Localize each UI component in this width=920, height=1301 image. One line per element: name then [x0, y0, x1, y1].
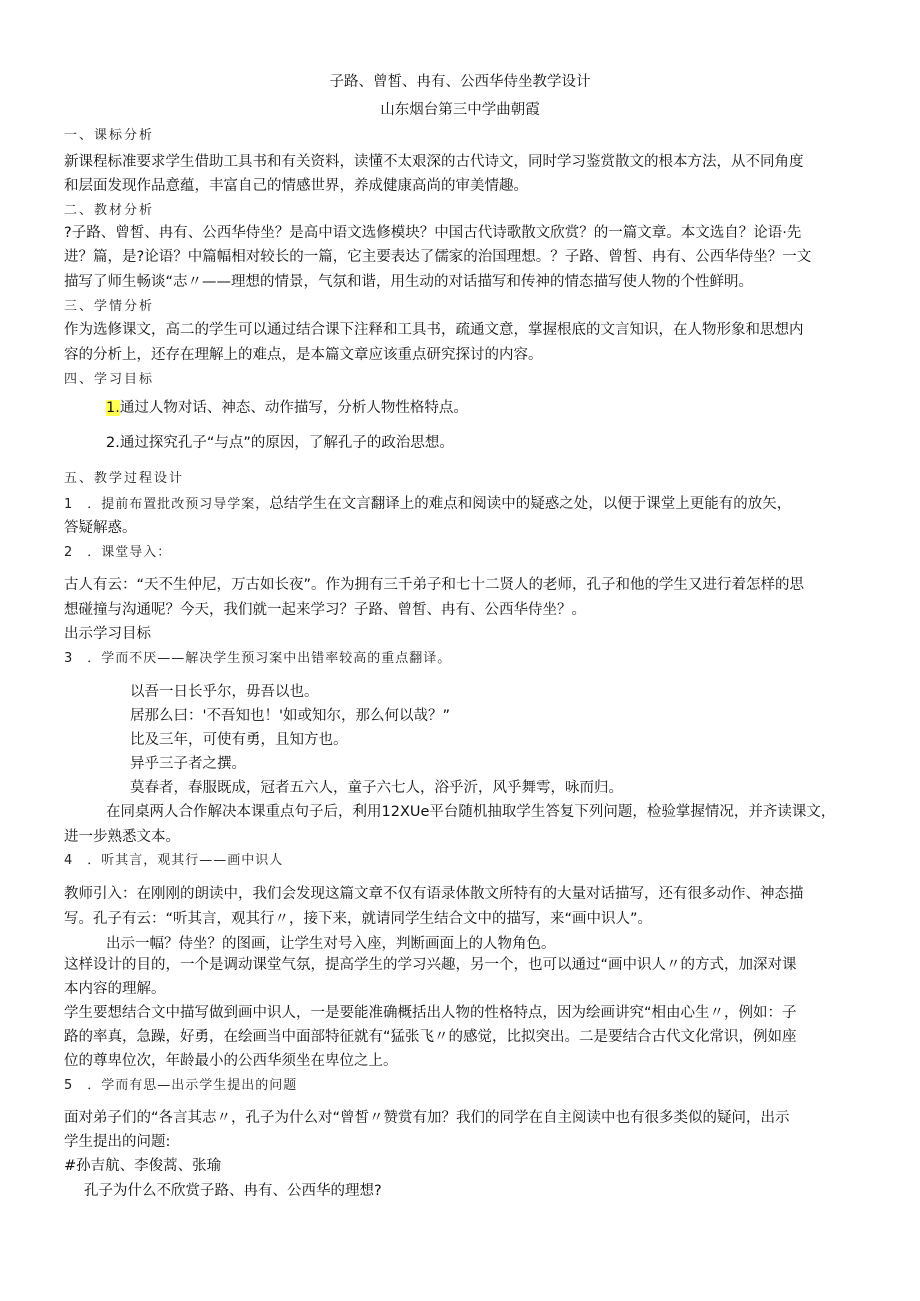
- step-label: 4 ．听其言，观其行——画中识人: [64, 853, 284, 868]
- paragraph-line: 面对弟子们的“各言其志〃，孔子为什么对“曾皙〃赞赏有加？我们的同学在自主阅读中也有很多类似的疑问，出示: [64, 1110, 790, 1126]
- paragraph-line: 古人有云：“天不生仲尼，万古如长夜”。作为拥有三千弟子和七十二贤人的老师，孔子和他的学生又进行着怎样的思: [64, 577, 805, 593]
- quote-line: 莫春者，春服既成，冠者五六人，童子六七人，浴乎沂，风乎舞雩，咏而归。: [130, 780, 623, 796]
- quote-line: 居那么曰：'不吾知也！'如或知尔，那么何以哉？”: [130, 708, 450, 724]
- paragraph-line: 教师引入：在刚刚的朗读中，我们会发现这篇文章不仅有语录体散文所特有的大量对话描写，还有很多动作、神态描: [64, 886, 804, 902]
- doc-author: 山东烟台第三中学曲朝霞: [380, 102, 540, 118]
- step-label: 3 ．学而不厌——解决学生预习案中出错率较高的重点翻译。: [64, 651, 452, 666]
- paragraph-line: 答疑解惑。: [64, 520, 137, 536]
- paragraph-line: 位的尊卑位次，年龄最小的公西华须坐在卑位之上。: [64, 1053, 398, 1069]
- paragraph-line: ?子路、曾皙、冉有、公西华侍坐？是高中语文选修模块？中国古代诗歌散文欣赏？的一篇文章。本文选自？论语·先: [64, 225, 802, 241]
- paragraph-line: 写。孔子有云：“听其言，观其行〃，接下来，就请同学生结合文中的描写，来“画中识人”。: [64, 911, 653, 927]
- paragraph-line: 描写了师生畅谈“志〃——理想的情景，气氛和谐，用生动的对话描写和传神的情态描写使人物的个性鲜明。: [64, 274, 754, 290]
- quote-line: 异乎三子者之撰。: [130, 756, 246, 772]
- step-text: 总结学生在文言翻译上的难点和阅读中的疑惑之处，以便于课堂上更能有的放矢，: [269, 496, 792, 512]
- paragraph-line: 进一步熟悉文本。: [64, 829, 180, 845]
- step-label: 1 ．提前布置批改预习导学案，: [64, 497, 270, 512]
- section-heading: 五、教学过程设计: [64, 471, 185, 486]
- paragraph-line: 和层面发现作品意蕴，丰富自己的情感世界，养成健康高尚的审美情趣。: [64, 178, 528, 194]
- paragraph-line: 容的分析上，还存在理解上的难点，是本篇文章应该重点研究探讨的内容。: [64, 347, 543, 363]
- paragraph-line: #孙吉航、李俊蒿、张瑜: [64, 1158, 222, 1174]
- paragraph-line: 在同桌两人合作解决本课重点句子后，利用12XUe平台随机抽取学生答复下列问题，检验掌握情况，并齐读课文，: [106, 804, 836, 820]
- section-heading: 二、教材分析: [64, 203, 155, 218]
- paragraph-line: 新课程标准要求学生借助工具书和有关资料，读懂不太艰深的古代诗文，同时学习鉴赏散文的根本方法，从不同角度: [64, 154, 804, 170]
- learning-goal-2: 2.通过探究孔子“与点”的原因，了解孔子的政治思想。: [106, 435, 454, 451]
- paragraph-line: 学生要想结合文中描写做到画中识人，一是要能准确概括出人物的性格特点，因为绘画讲究“相由心生〃，例如：子: [64, 1005, 797, 1021]
- step-1: [64, 494, 870, 515]
- paragraph-line: 路的率真，急躁，好勇，在绘画当中面部特征就有“猛张飞〃的感觉，比拟突出。二是要结合古代文化常识，例如座: [64, 1029, 797, 1045]
- paragraph-line: 孔子为什么不欣赏子路、冉有、公西华的理想?: [84, 1183, 382, 1199]
- goal-number-highlight: 1.: [106, 400, 120, 416]
- paragraph-line: 进？篇，是?论语？中篇幅相对较长的一篇，它主要表达了儒家的治国理想。？子路、曾皙、冉有、公西华侍坐？一文: [64, 249, 812, 265]
- paragraph-line: 本内容的理解。: [64, 981, 166, 997]
- quote-line: 以吾一日长乎尔，毋吾以也。: [130, 684, 319, 700]
- goal-text: 通过人物对话、神态、动作描写，分析人物性格特点。: [119, 400, 468, 416]
- paragraph-line: 作为选修课文，高二的学生可以通过结合课下注释和工具书，疏通文意，掌握根底的文言知识，在人物形象和思想内: [64, 322, 804, 338]
- step-label: 2 ．课堂导入：: [64, 545, 172, 560]
- quote-line: 比及三年，可使有勇，且知方也。: [130, 732, 348, 748]
- paragraph-line: 想碰撞与沟通呢？今天，我们就一起来学习？子路、曾皙、冉有、公西华侍坐？。: [64, 602, 586, 618]
- step-label: 5 ．学而有思—出示学生提出的问题: [64, 1078, 298, 1093]
- paragraph-line: 出示学习目标: [64, 626, 151, 642]
- learning-goal-1: [106, 398, 870, 418]
- paragraph-line: 这样设计的目的，一个是调动课堂气氛，提高学生的学习兴趣，另一个，也可以通过“画中识人〃的方式，加深对课: [64, 957, 797, 973]
- paragraph-line: 出示一幅？侍坐？的图画，让学生对号入座，判断画面上的人物角色。: [106, 936, 556, 952]
- doc-title: 子路、曾皙、冉有、公西华侍坐教学设计: [329, 74, 591, 90]
- section-heading: 四、学习目标: [64, 372, 155, 387]
- paragraph-line: 学生提出的问题:: [64, 1134, 171, 1150]
- section-heading: 三、学情分析: [64, 299, 155, 314]
- section-heading: 一、课标分析: [64, 128, 155, 143]
